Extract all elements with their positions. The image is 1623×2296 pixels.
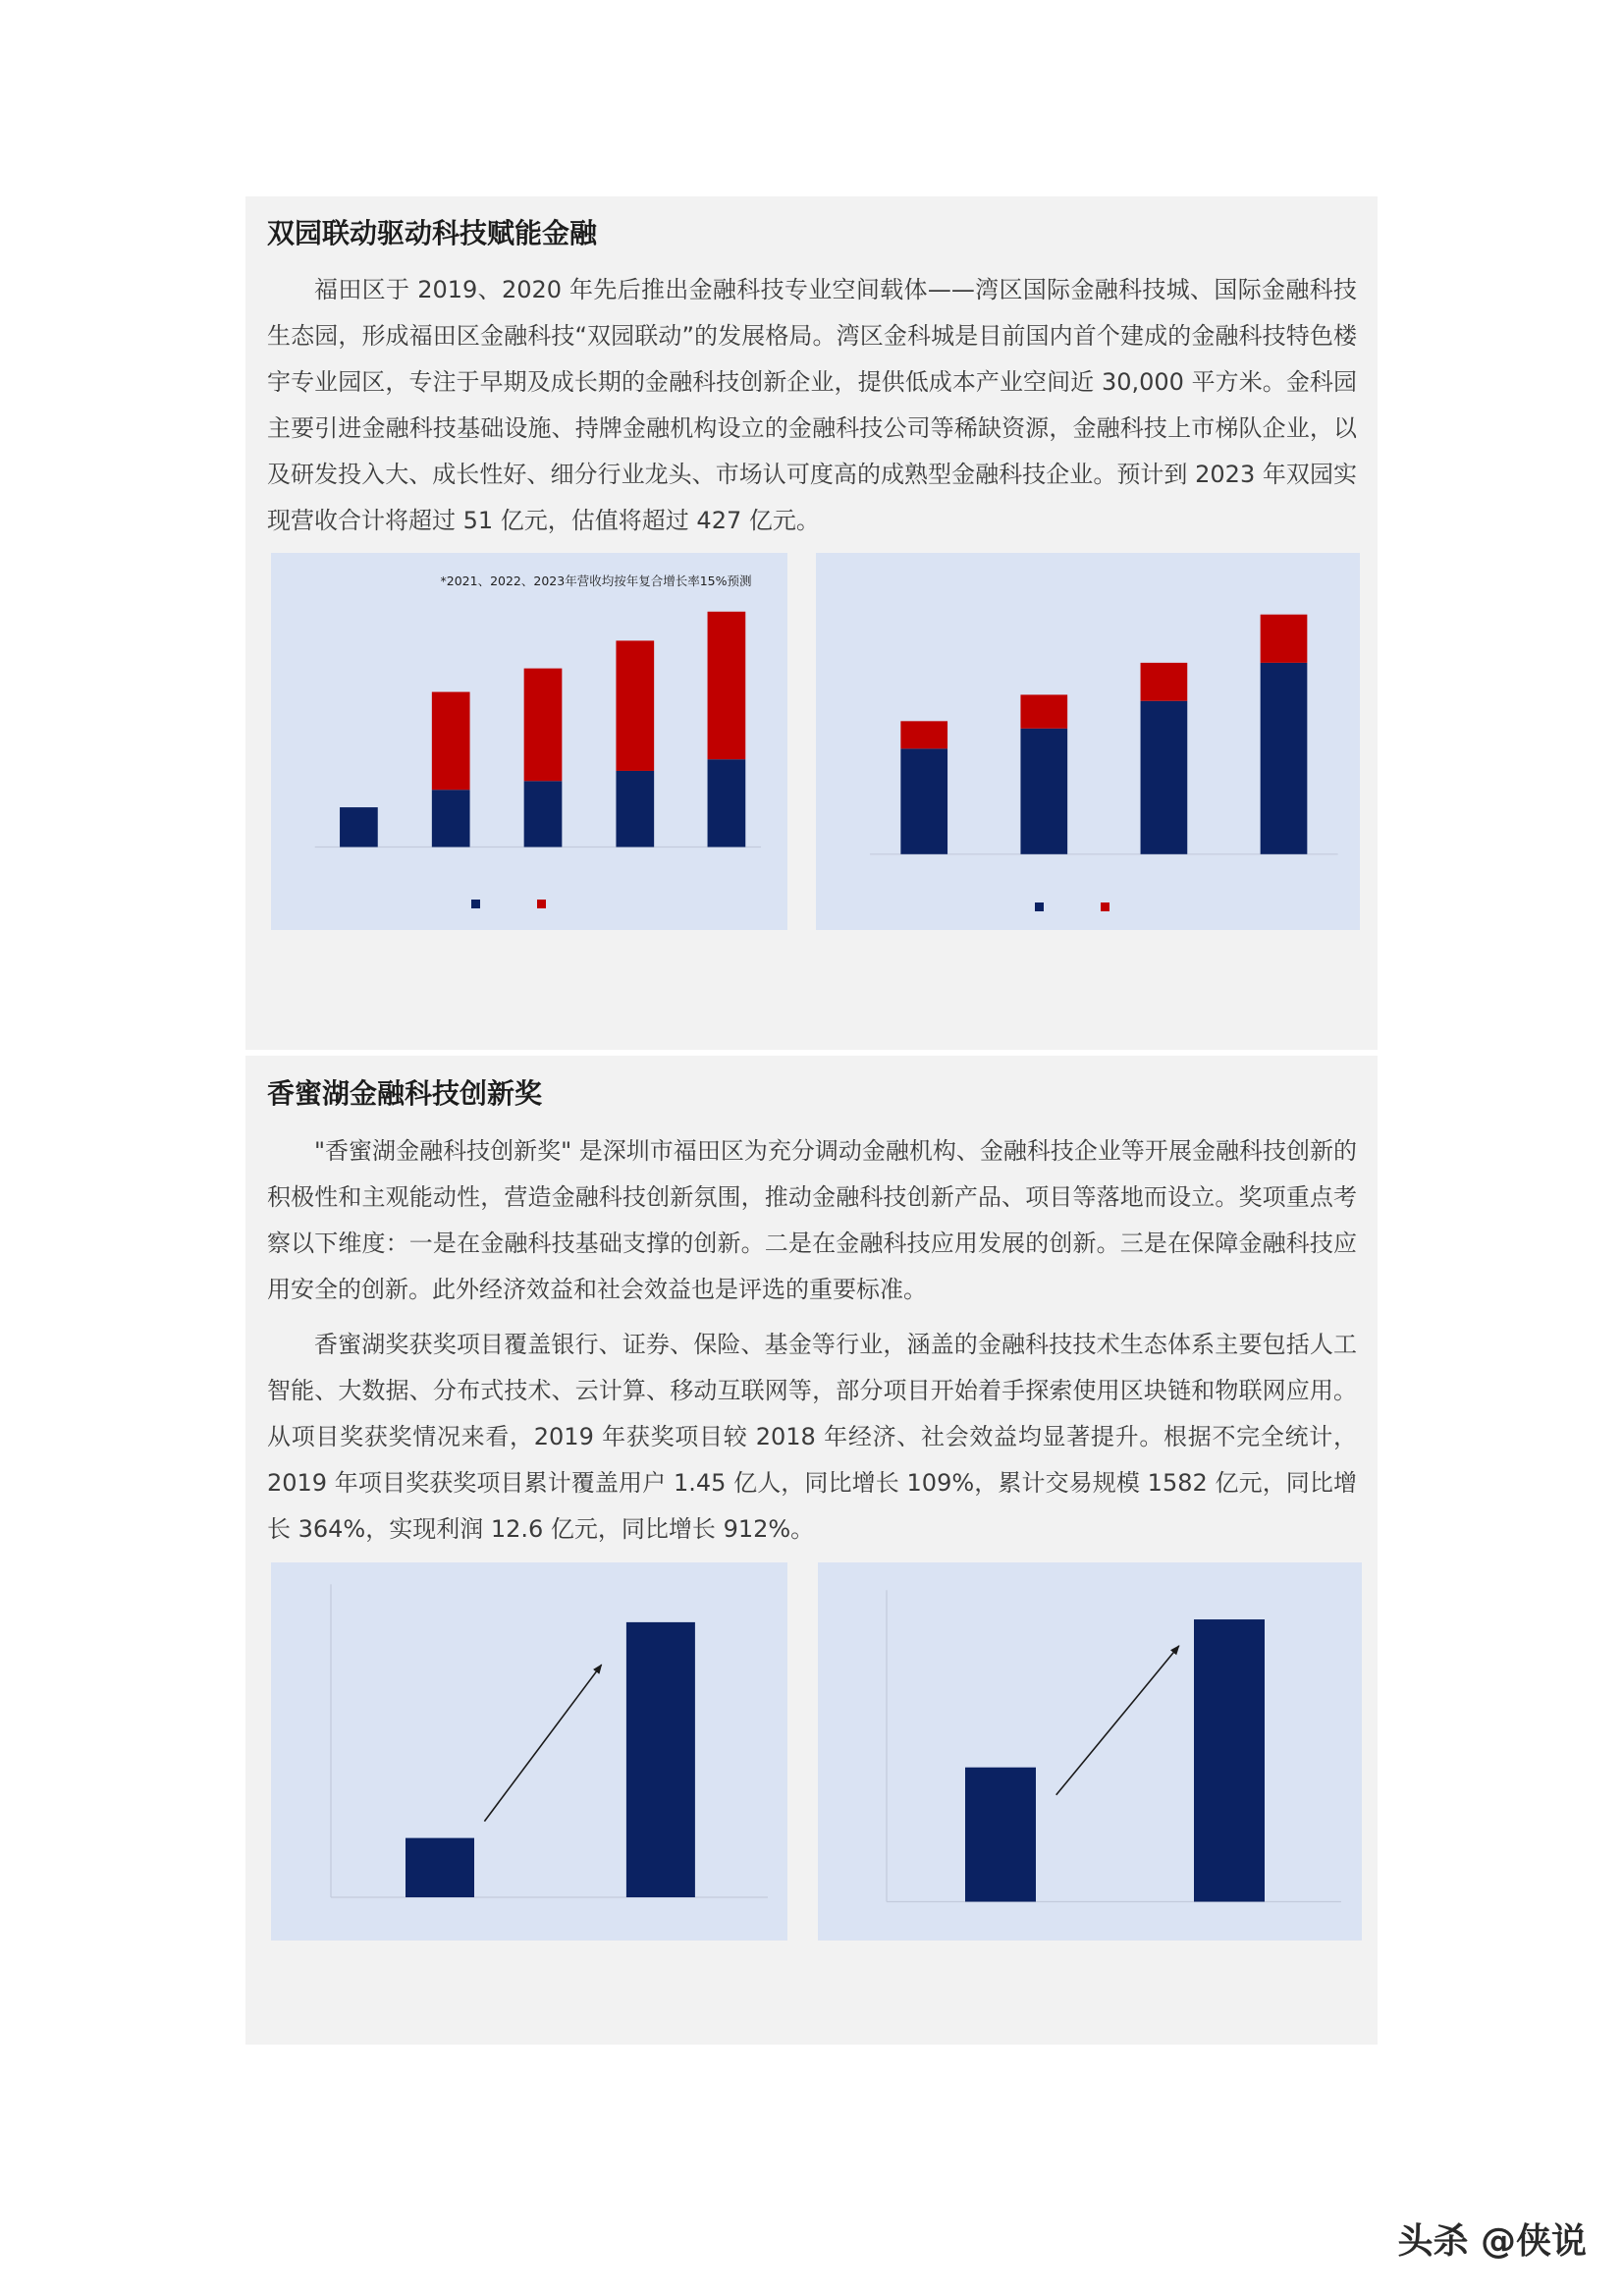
user-coverage-chart-svg bbox=[818, 1562, 1362, 1941]
bar-4-series-1 bbox=[616, 771, 654, 847]
bar-3-series-1 bbox=[1141, 701, 1188, 854]
bar-2-series-1 bbox=[1020, 729, 1067, 854]
bar-4-series-2 bbox=[1261, 615, 1308, 663]
bar-3-series-2 bbox=[1141, 663, 1188, 701]
bar-group bbox=[340, 612, 745, 847]
bar-4-series-2 bbox=[616, 640, 654, 771]
bar-1-series-1 bbox=[340, 807, 378, 847]
valuation-stacked-bar-chart bbox=[816, 553, 1360, 930]
legend-swatch-series-2 bbox=[537, 900, 546, 908]
bar-2-series-2 bbox=[1020, 694, 1067, 728]
section-paragraph: 福田区于 2019、2020 年先后推出金融科技专业空间载体——湾区国际金融科技城、国际金融科技生态园，形成福田区金融科技“双园联动”的发展格局。湾区金科城是目前国内首个建成的金融科技特色楼宇专业园区，专注于早期及成长期的金融科技创新企业，提供低成本产业空间近 30,000 平方米。金科园主要引进金融科技基础设施、持牌金融机构设立的金融科技公司等稀缺资源，金融科技上市梯队企业，以及研发投入大、成长性好、细分行业龙头、市场认可度高的成熟型金融科技企业。预计到 2023 年双园实现营收合计将超过 51 亿元，估值将超过 427 亿元。 bbox=[267, 275, 1357, 534]
chart-note: *2021、2022、2023年营收均按年复合增长率15%预测 bbox=[440, 574, 751, 588]
legend-swatch-series-1 bbox=[471, 900, 480, 908]
bar-1-series-1 bbox=[406, 1837, 474, 1896]
bar-3-series-1 bbox=[523, 781, 562, 847]
section-paragraph: "香蜜湖金融科技创新奖" 是深圳市福田区为充分调动金融机构、金融科技企业等开展金融科技创新的积极性和主观能动性，营造金融科技创新氛围，推动金融科技创新产品、项目等落地而设立。奖项重点考察以下维度：一是在金融科技基础支撑的创新。二是在金融科技应用发展的创新。三是在保障金融科技应用安全的创新。此外经济效益和社会效益也是评选的重要标准。 bbox=[267, 1136, 1357, 1303]
transaction-chart-svg bbox=[271, 1562, 787, 1941]
bar-5-series-1 bbox=[707, 759, 745, 847]
bar-3-series-2 bbox=[523, 669, 562, 782]
bar-2-series-1 bbox=[431, 790, 469, 847]
section-title: 香蜜湖金融科技创新奖 bbox=[267, 1077, 543, 1110]
section-title: 双园联动驱动科技赋能金融 bbox=[267, 217, 598, 249]
section-panel-dual-park bbox=[245, 196, 1378, 1050]
section-paragraph: 香蜜湖奖获奖项目覆盖银行、证券、保险、基金等行业，涵盖的金融科技技术生态体系主要包括人工智能、大数据、分布式技术、云计算、移动互联网等，部分项目开始着手探索使用区块链和物联网应用。从项目奖获奖情况来看，2019 年获奖项目较 2018 年经济、社会效益均显著提升。根据不完全统计，2019 年项目奖获奖项目累计覆盖用户 1.45 亿人，同比增长 109%，累计交易规模 1582 亿元，同比增长 364%，实现利润 12.6 亿元，同比增长 912%。 bbox=[267, 1330, 1357, 1543]
revenue-chart-svg bbox=[271, 553, 787, 930]
bar-2-series-1 bbox=[1194, 1619, 1265, 1901]
transaction-volume-bar-chart bbox=[271, 1562, 787, 1941]
user-coverage-bar-chart bbox=[818, 1562, 1362, 1941]
valuation-chart-svg bbox=[816, 553, 1360, 930]
trend-arrow-icon bbox=[1055, 1645, 1178, 1794]
bar-1-series-1 bbox=[900, 748, 947, 853]
trend-arrow-icon bbox=[484, 1665, 601, 1821]
legend-swatch-series-1 bbox=[1035, 902, 1044, 911]
bar-group bbox=[900, 615, 1307, 854]
watermark: 头杀 @侠说 bbox=[1397, 2221, 1587, 2262]
bar-group bbox=[965, 1619, 1265, 1901]
legend-swatch-series-2 bbox=[1101, 902, 1109, 911]
revenue-stacked-bar-chart bbox=[271, 553, 787, 930]
bar-group bbox=[406, 1621, 695, 1896]
bar-5-series-2 bbox=[707, 612, 745, 759]
section-panel-innovation-award bbox=[245, 1056, 1378, 2045]
bar-2-series-2 bbox=[431, 692, 469, 791]
bar-1-series-2 bbox=[900, 721, 947, 748]
bar-1-series-1 bbox=[965, 1767, 1036, 1901]
bar-2-series-1 bbox=[625, 1621, 694, 1896]
bar-4-series-1 bbox=[1261, 663, 1308, 854]
